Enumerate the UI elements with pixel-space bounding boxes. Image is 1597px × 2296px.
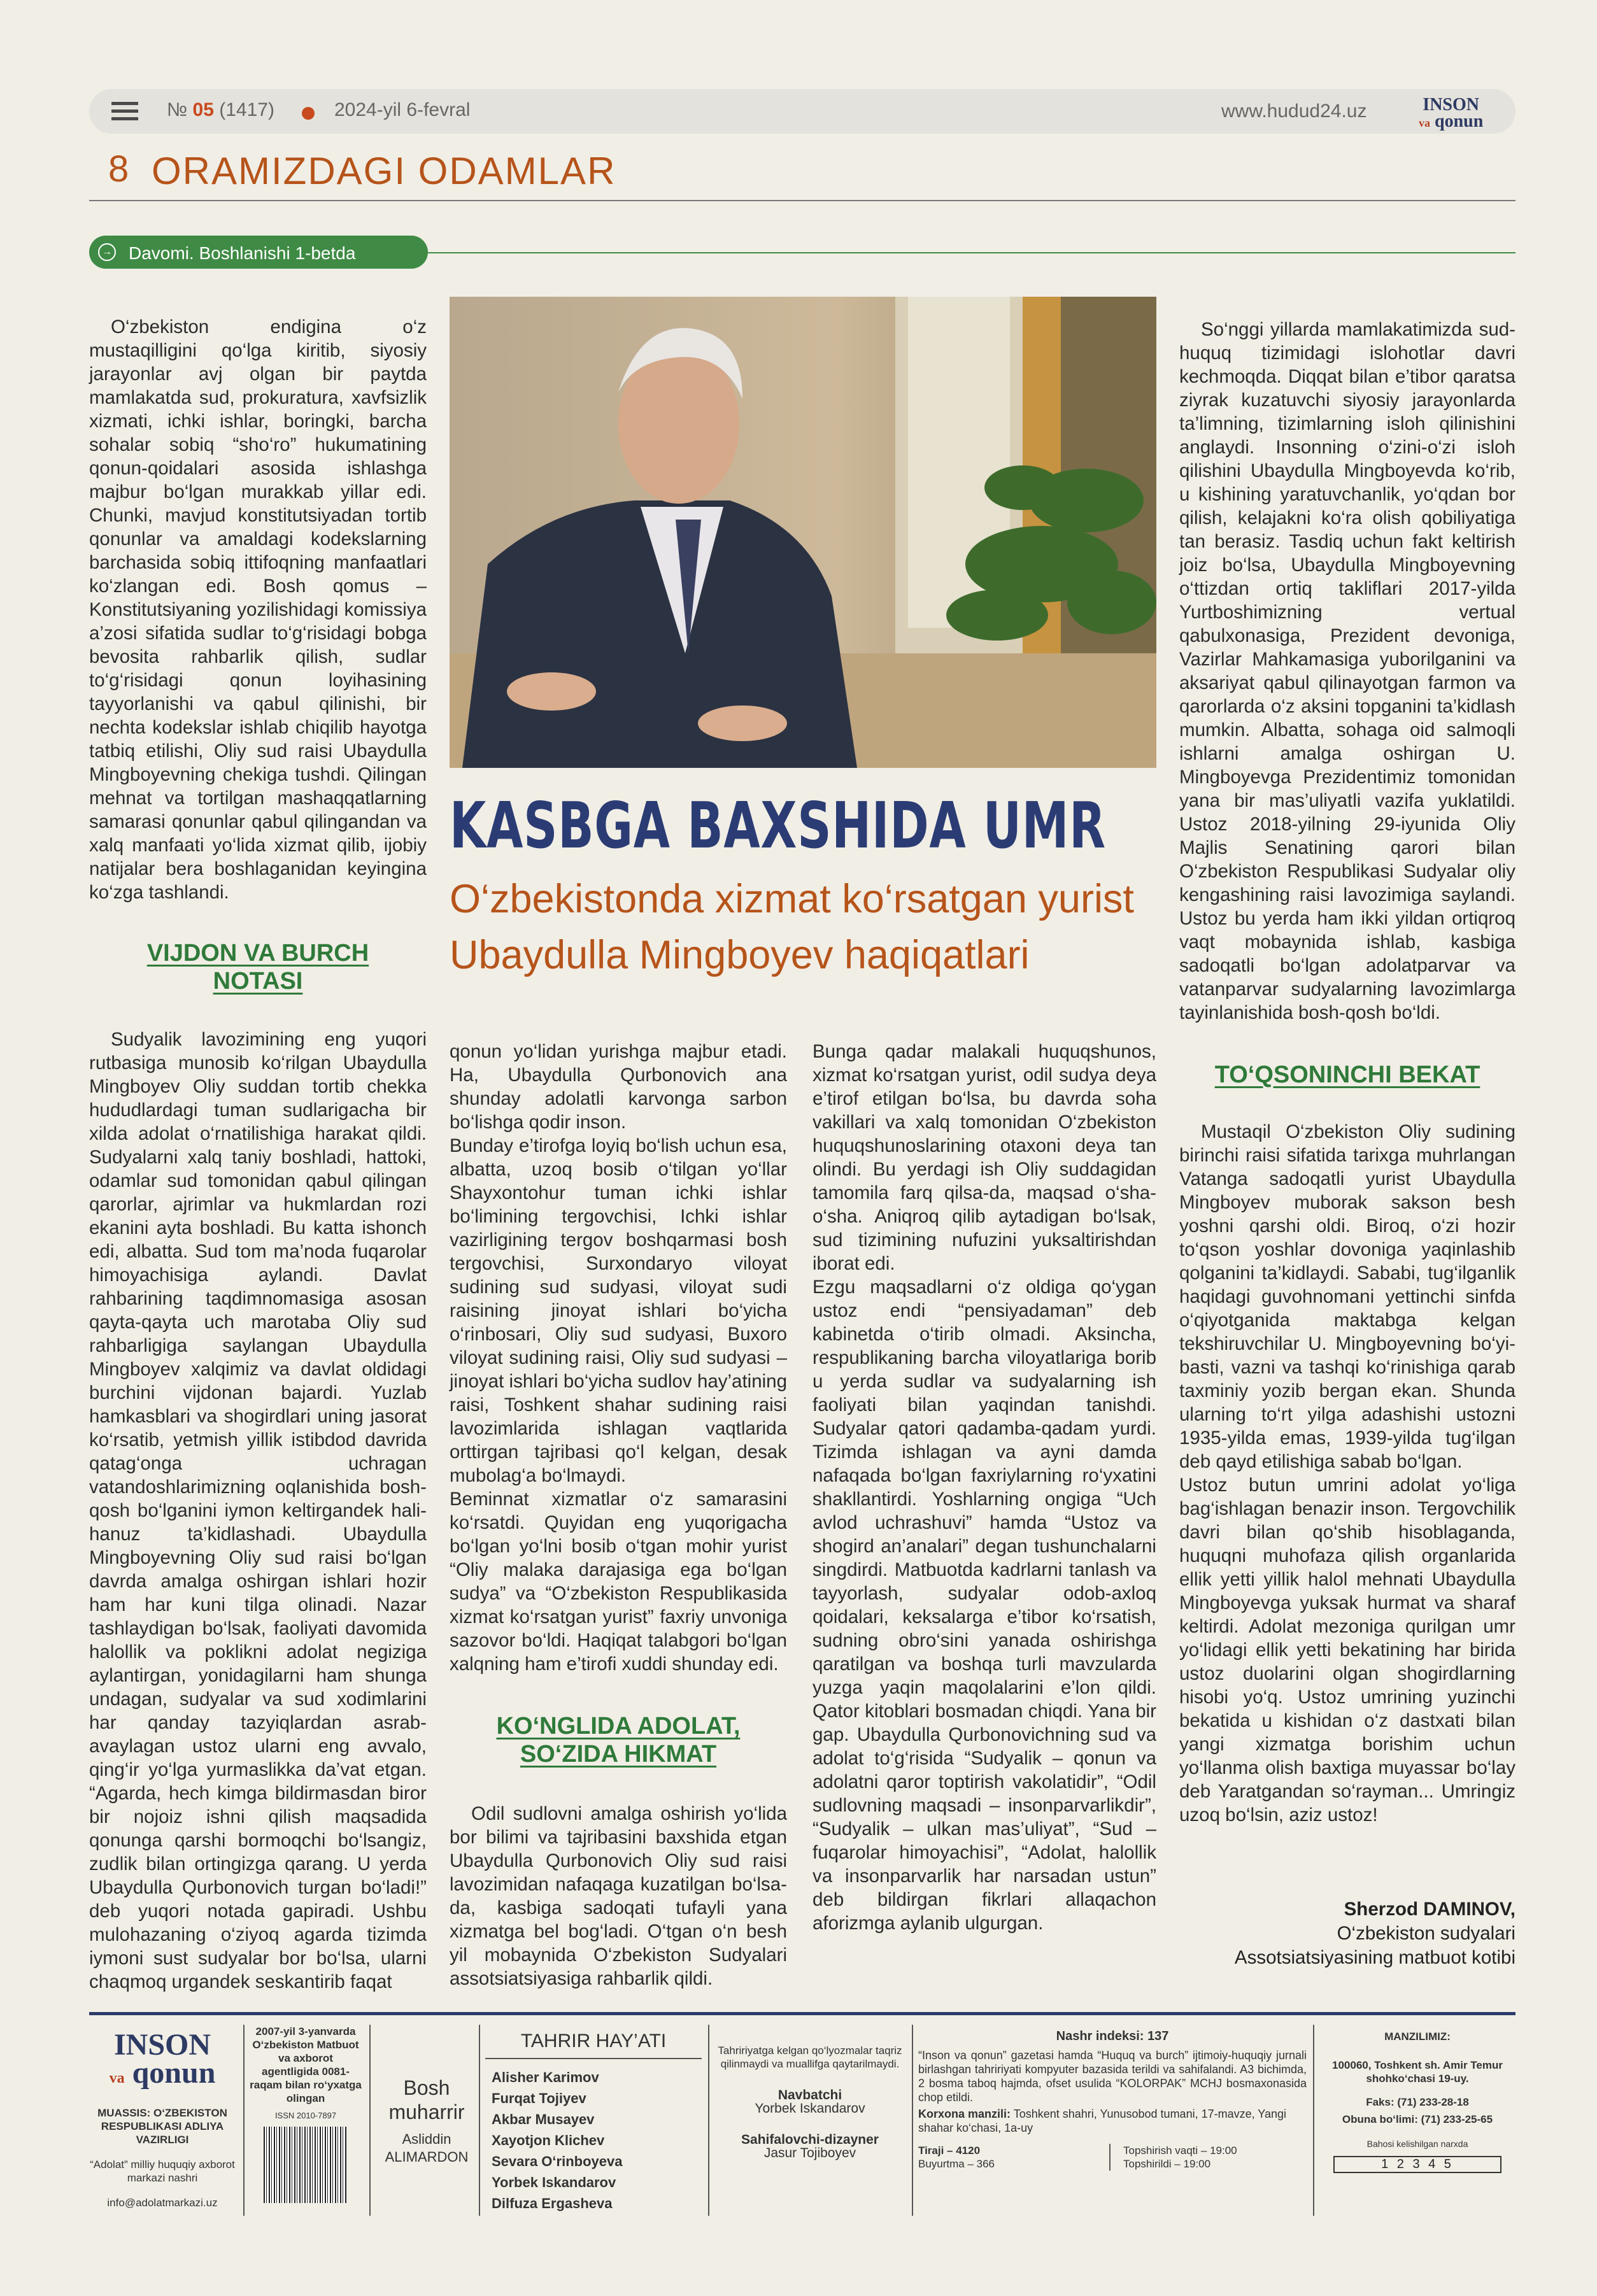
author-name: Sherzod DAMINOV, [1344,1899,1515,1920]
fax-number: Faks: (71) 233-28-18 [1366,2096,1469,2108]
publisher-note: “Adolat” milliy huquqiy axborot markazi nashri [90,2158,235,2184]
article-photo [450,297,1156,768]
author-signature [1184,1897,1515,1970]
continuation-badge: → Davomi. Boshlanishi 1-betda [89,236,428,269]
founder: MUASSIS: O‘ZBEKISTON RESPUBLIKASI ADLIYA VAZIRLIGI [97,2107,227,2146]
separator-dot [302,107,315,120]
board-list [485,2067,702,2214]
board-member: Dilfuza Ergasheva [492,2195,613,2211]
contact-address: 100060, Toshkent sh. Amir Temur shohko‘chasi 19-uy. [1332,2059,1503,2085]
continuation-rule [428,252,1515,253]
footer-logo: INSON va qonun [109,2028,216,2090]
issue-digits: 1 2 3 4 5 [1333,2156,1501,2173]
print-details: “Inson va qonun” gazetasi hamda “Huquq va burch” ijtimoiy-huquqiy jurnali birlashgan tahririyati kompyuter bazasida terildi va sahifalandi. A3 bichimda, 2 bosma taboq hajmda, ofset usulida “KOLORPAK” MCHJ bosmaxonasida chop etildi. [918,2049,1307,2104]
chief-editor-cell [376,2025,478,2216]
issue-number: № 05 (1417) [167,99,274,120]
board-member: Akbar Musayev [492,2111,595,2127]
footer-email[interactable]: info@adolatmarkazi.uz [107,2197,218,2209]
designer-name: Jasur Tojiboyev [763,2146,856,2160]
footer-divider [912,2025,913,2216]
footer-divider [243,2025,245,2216]
editorial-board-cell [485,2025,702,2216]
author-position: O‘zbekiston sudyalari [1337,1923,1515,1944]
print-stats: Tiraji – 4120 Buyurtma – 366 Topshirish vaqti – 19:00 Topshirildi – 19:00 [918,2144,1237,2170]
subheading-vijdon: VIJDON VA BURCH NOTASI [146,940,369,995]
article-headline: KASBGA BAXSHIDA UMR [450,788,1106,863]
page-number: 8 [108,148,129,190]
subscription-phone: Obuna bo‘limi: (71) 233-25-65 [1342,2113,1493,2125]
body-paragraph: qonun yo‘lidan yurishga majbur etadi. Ha, Ubaydulla Qurbonovich ana shunday adolatli karvonga sarbon bo‘lishga qodir inson. Bunday e’tirofga loyiq bo‘lish uchun esa, albatta, uzoq bosib o‘tilgan yo‘llar Shayxontohur tuman ichki ishlar bo‘limining tergovchisi, Ichki ishlar vazirligining tergov boshqarmasi bosh tergovchisi, Surxondaryo viloyat sudining sud sudyasi, viloyat sudi raisining jinoyat ishlari bo‘yicha o‘rinbosari, Oliy sud sudyasi, Buxoro viloyat sudining raisi, Oliy sud sudyasi – jinoyat ishlari bo‘yicha sudlov hay’atining raisi, Toshkent shahar sudining raisi lavozimlarida ishlagan vaqtlarida orttirgan tajribasi qo‘l kelgan, desak mubolag‘a bo‘lmaydi. Beminnat xizmatlar o‘z samarasini ko‘rsatdi. Quyidan eng yuqorigacha bo‘lgan yo‘lni bosib o‘tgan mohir yurist “Oliy malaka darajasiga ega bo‘lgan sudya” va “O‘zbekiston Respublikasida xizmat ko‘rsatgan yurist” faxriy unvoniga sazovor bo‘ldi. Haqiqat talabgori bo‘lgan xalqning ham e’tirofi xuddi shunday edi. [450,1041,787,1675]
designer-title: Sahifalovchi-dizayner [741,2132,879,2147]
body-paragraph: Bunga qadar malakali huquqshunos, xizmat ko‘rsatgan yurist, odil sudya deya e’tirof etilgan bo‘lsa, bu davrda soha vakillari va xalq tomonidan O‘zbekiston huquqshunoslarining otaxoni deya tan olindi. Bu yerdagi ish Oliy suddagidan tamomila farq qilsa-da, maqsad o‘sha-o‘sha. Aniqroq qilib aytadigan bo‘lsak, sud tizimining nufuzini yuksaltirishdan iborat edi. Ezgu maqsadlarni o‘z oldiga qo‘ygan ustoz endi “pensiyadaman” deb kabinetda o‘tirib olmadi. Aksincha, respublikaning barcha viloyatlariga borib u yerda sudlar va sudyalarning ish faoliyati bilan yaqindan tanishdi. Sudyalar qatori qadamba-qadam yurdi. Tizimda ishlagan va ayni damda nafaqada bo‘lgan faxriylarning ro‘yxatini shakllantirdi. Yoshlarning ongiga “Uch avlod uchrashuvi” hamda “Ustoz va shogird an’analari” degan tushunchalarni singdirdi. Matbuotda kadrlarni tanlash va tayyorlash, sudyalar odob-axloq qoidalari, keksalarga e’tibor ko‘rsatish, sudning obro‘sini yanada oshirishga qaratilgan va boshqa turli mavzularda yuzga yaqin maqolalarini e’lon qildi. Qator kitoblari bosmadan chiqdi. Yana bir gap. Ubaydulla Qurbonovichning sud va adolat to‘g‘risida “Sudyalik – qonun va adolatni qaror toptirish vakolatidir”, “Odil sudlovning maqsadi – insonparvarlikdir”, “Sudyalik – ulkan mas’uliyat”, “Sud – fuqarolar himoyachisi”, “Adolat, halollik va insonparvarlik har narsadan ustun” deb bildirgan fikrlari allaqachon aforizmga aylanib ulgurgan. [813,1041,1156,1934]
staff-cell [714,2025,905,2216]
issn-text: ISSN 2010-7897 [274,2111,337,2120]
website-link[interactable]: www.hudud24.uz [1221,101,1367,122]
duty-title: Navbatchi [777,2088,842,2102]
footer-divider [369,2025,371,2216]
board-member: Sevara O‘rinboyeva [492,2153,623,2169]
column-2 [450,1016,787,2014]
body-paragraph: Mustaqil O‘zbekiston Oliy sudining birinchi raisi sifatida tarixga muhrlangan Vatanga sadoqatli yurist Ubaydulla Mingboyev muborak sakson besh yoshni qarshi oldi. Biroq, o‘zi hozir to‘qson yoshlar dovoniga yaqinlashib qolganini ta’kidlaydi. Sababi, tug‘ilganlik haqidagi guvohnomani yettinchi sinfda o‘qiyotganida maktabga kelgan tekshiruvchilar U. Mingboyevning bo‘yi-basti, vazni va tashqi ko‘rinishiga qarab taxminiy yozib bergan ekan. Shunda ularning to‘rt yilga adashishi ustozni 1935-yilda emas, 1939-yilda tug‘ilgan deb qayd etilishiga sabab bo‘lgan. Ustoz butun umrini adolat yo‘liga bag‘ishlagan benazir inson. Tergovchilik davri bilan qo‘shib hisoblaganda, huquqni muhofaza qilish organlarida ellik yetti yillik halol mehnati Ubaydulla Mingboyevga yuksak hurmat va sharaf keltirdi. Adolat mezoniga qurilgan umr yo‘lidagi ellik yetti bekatining har birida ustoz duolarini olgan shogirdlarning hisobi yo‘q. Ustoz umrining yuzinchi bekatida u kishidan o‘z dastxati bilan yangi xizmatga borishim uchun yo‘llanma olish baxtiga muyassar bo‘lay deb Yaratgandan so‘rayman... Umringiz uzoq bo‘lsin, aziz ustoz! [1179,1121,1515,1825]
intro-paragraph: O‘zbekiston endigina o‘z mustaqilligini qo‘lga kiritib, siyosiy jarayonlar avj olgan bir paytda mamlakatda sud, prokuratura, xavfsizlik xizmati, ichki ishlar, boringki, barcha sohalar sobiq “sho‘ro” hukumatining qonun-qoidalari asosida ishlashga majbur bo‘lgan murakkab yillar edi. Chunki, mavjud konstitutsiyadan tortib qonunlar va amaldagi kodekslarning barchasida sobiq ittifoqning manfaatlari ko‘zlangan edi. Bosh qomus – Konstitutsiyaning yozilishidagi komissiya a’zosi sifatida sudlar to‘g‘risidagi bobga bevosita rahbarlik qilish, sudlar to‘g‘risidagi qonun loyihasining tayyorlanishi va qabul qilinishi, bir nechta kodekslar ishlab chiqilib hayotga tatbiq etilishi, Oliy sud raisi Ubaydulla Mingboyevning chekiga tushdi. Qilingan mehnat va tortilgan mashaqqatlarning samarasi qonunlar qabul qilingandan va xalq manfaati yo‘lida xizmat qilib, ijobiy natijalar bera boshlaganidan keyingina ko‘zga tashlandi. [89,316,427,903]
footer-divider [1313,2025,1314,2216]
subheading-toqsoninchi: TO‘QSONINCHI BEKAT [1214,1061,1480,1088]
subheading-konglida: KO‘NGLIDA ADOLAT, SO‘ZIDA HIKMAT [496,1713,741,1768]
publication-index: Nashr indeksi: 137 [1056,2029,1169,2043]
footer-divider [708,2025,709,2216]
menu-icon[interactable] [111,102,138,121]
barcode [264,2127,346,2203]
section-title: ORAMIZDAGI ODAMLAR [152,150,616,192]
article-subheadline: O‘zbekistonda xizmat ko‘rsatgan yurist Ubaydulla Mingboyev haqiqatlari [450,877,1134,977]
footer-rule [89,2012,1515,2015]
contact-title: MANZILIMIZ: [1384,2030,1451,2043]
office-address: Korxona manzili: Toshkent shahri, Yunusobod tumani, 17-mavze, Yangi shahar ko‘chasi, 1a-uy [918,2108,1286,2134]
chief-title: Bosh muharrir [388,2076,465,2123]
board-title: TAHRIR HAY’ATI [520,2030,667,2052]
footer-logo-cell [89,2025,236,2216]
price-note: Bahosi kelishilgan narxda [1366,2139,1468,2149]
contact-cell [1319,2025,1515,2216]
board-member: Alisher Karimov [492,2069,599,2085]
duty-name: Yorbek Iskandarov [755,2101,865,2116]
board-member: Furqat Tojiyev [492,2090,586,2106]
header-logo: INSON va qonun [1419,95,1484,131]
board-member: Yorbek Iskandarov [492,2174,616,2190]
footer-divider [479,2025,480,2216]
arrow-right-icon: → [98,243,116,261]
issue-date: 2024-yil 6-fevral [334,99,471,120]
column-1 [89,292,427,2017]
header-rule [89,200,1515,201]
body-paragraph: Sudyalik lavozimining eng yuqori rutbasiga munosib ko‘rilgan Ubaydulla Mingboyev Oliy suddan tortib chekka hududlardagi tuman sudlarigacha bir xilda adolat o‘rnatilishiga harakat qildi. Sudyalarni xalq taniy boshladi, hattoki, odamlar sud tomonidan qabul qilingan qarorlar, ajrimlar va hukmlardan rozi ekanini ayta boshladi. Bu katta ishonch edi, albatta. Sud tom ma’noda fuqarolar himoyachisiga aylandi. Davlat rahbarining taqdimnomasiga asosan qayta-qayta uch marotaba Oliy sud rahbarligiga saylangan Ubaydulla Mingboyev xalqimiz va davlat oldidagi burchini vijdonan bajardi. Yuzlab hamkasblari va shogirdlari uning jasorat ko‘rsatib, yetmish yillik istibdod davrida qatag‘onga uchragan vatandoshlarimizning oqlanishida bosh-qosh bo‘lganini iymon keltirgandek hali-hanuz ta’kidlashadi. Ubaydulla Mingboyevning Oliy sud raisi bo‘lgan davrda amalga oshirgan ishlari hozir ham har kuni tilga olinadi. Nazar tashlaydigan bo‘lsak, faoliyati davomida halollik va poklikni adolat negiziga aylantirgan, yonidagilarni ham shunga undagan, sudyalar va sud xodimlarini har qanday tazyiqlardan asrab-avaylagan ustoz ularni eng avvalo, qing‘ir yo‘lga yurmaslikka da’vat etgan. “Agarda, hech kimga bildirmasdan biror bir nojoiz ishni qilish maqsadida qonunga qarshi bormoqchi bo‘lsangiz, zudlik bilan ortingizga qarang. U yerda Ubaydulla Qurbonovich turgan bo‘ladi!” deb yuqori notada gapiradi. Ushbu mulohazaning o‘ziyoq agarda tizimda iymoni sust sudyalar bor bo‘lsa, ularni chaqmoq urgandek seskantirib faqat [89,1029,427,1992]
author-organization: Assotsiatsiyasining matbuot kotibi [1234,1947,1515,1968]
board-member: Xayotjon Klichev [492,2132,605,2148]
body-paragraph: Odil sudlovni amalga oshirish yo‘lida bor bilimi va tajribasini baxshida etgan Ubaydulla Qurbonovich Oliy sud raisi lavozimidan nafaqaga kuzatilgan bo‘lsa-da, kasbiga sadoqati tufayli yana xizmatga bel bog‘ladi. O‘tgan o‘n besh yil mobaynida O‘zbekiston Sudyalari assotsiatsiyasiga rahbarlik qildi. [450,1803,787,1989]
body-paragraph: So‘nggi yillarda mamlakatimizda sud-huquq tizimidagi islohotlar davri kechmoqda. Diqqat bilan e’tibor qaratsa ziyrak kuzatuvchi siyosiy jarayonlarda ta’limning, tizimlarning isloh qilinishini anglaydi. Insonning o‘zini-o‘zi isloh qilishini Ubaydulla Mingboyevda ko‘rib, u kishining yaratuvchanlik, yo‘qdan bor qilish, kelajakni ko‘ra olish qobiliyatiga tan berasiz. Tasdiq uchun fakt keltirish joiz bo‘lsa, Ubaydulla Mingboyevning o‘ttizdan ortiq takliflari 2017-yilda Yurtboshimizning vertual qabulxonasiga, Prezident devoniga, Vazirlar Mahkamasiga yuborilganini va aksariyat qabul qilinayotgan farmon va qarorlarda o‘z aksini topganini ta’kidlash mumkin. Albatta, sohaga oid salmoqli ishlarni amalga oshirgan U. Mingboyevga Prezidentimiz tomonidan yana bir mas’uliyatli vazifa yuklatildi. Ustoz 2018-yilning 29-iyunida Oliy Majlis Senatining qarori bilan O‘zbekiston Respublikasi Sudyalar oliy kengashining raisi lavozimiga saylandi. Ustoz bu yerda ham ikki yildan ortiqroq vaqt mobaynida ishlab, kasbiga sadoqatli bo‘lgan adolatparvar va vatanparvar sudyalarning lavozimlarga tayinlanishida bosh-qosh bo‘ldi. [1179,319,1515,1023]
column-3 [813,1016,1156,1959]
manuscript-note: Tahririyatga kelgan qo‘lyozmalar taqriz qilinmaydi va muallifga qaytarilmaydi. [718,2044,902,2070]
print-info-cell [918,2025,1307,2216]
chief-name: Asliddin ALIMARDON [385,2131,469,2165]
registration-text: 2007-yil 3-yanvarda O‘zbekiston Matbuot va axborot agentligida 0081-raqam bilan ro‘yxatga olingan [250,2025,362,2104]
column-4 [1179,294,1515,1850]
